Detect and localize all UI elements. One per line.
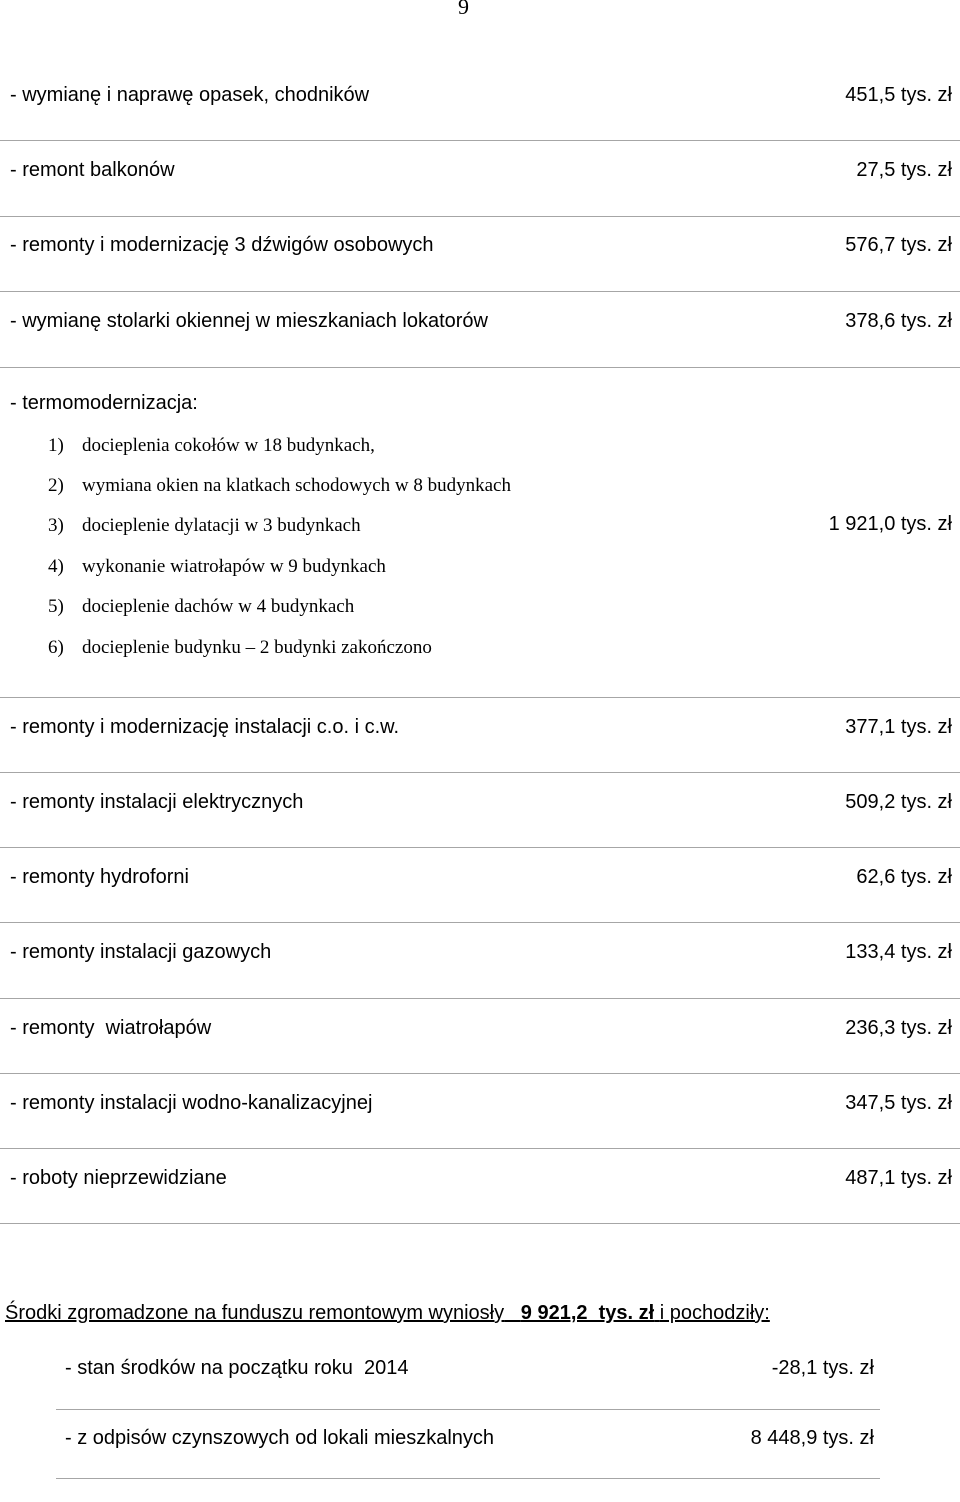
divider	[0, 1073, 960, 1074]
item-label: - wymianę i naprawę opasek, chodników	[10, 84, 370, 106]
list-item	[0, 716, 960, 791]
source-amount: 8 448,9 tys. zł	[750, 1427, 874, 1449]
divider	[0, 847, 960, 848]
thermo-subitem: 3) docieplenie dylatacji w 3 budynkach	[48, 515, 361, 536]
thermo-subitem: 1) docieplenia cokołów w 18 budynkach,	[48, 435, 375, 456]
list-item	[0, 791, 960, 866]
source-amount: -28,1 tys. zł	[771, 1357, 874, 1379]
item-label: - remonty i modernizację 3 dźwigów osobowych	[10, 234, 434, 256]
thermo-subitem: 6) docieplenie budynku – 2 budynki zakończono	[48, 637, 432, 658]
divider	[0, 998, 960, 999]
list-item	[0, 310, 960, 385]
item-label: - remonty instalacji gazowych	[10, 941, 272, 963]
thermo-amount: 1 921,0 tys. zł	[828, 513, 952, 535]
list-item	[0, 1167, 960, 1242]
page-number: 9	[458, 0, 469, 19]
item-amount: 378,6 tys. zł	[845, 310, 952, 332]
divider	[56, 1409, 880, 1410]
list-item	[0, 234, 960, 309]
item-label: - remonty wiatrołapów	[10, 1017, 212, 1039]
thermo-subitem: 4) wykonanie wiatrołapów w 9 budynkach	[48, 556, 386, 577]
summary-total: 9 921,2 tys. zł	[520, 1302, 655, 1324]
divider	[0, 216, 960, 217]
summary-prefix: Środki zgromadzone na funduszu remontowym wyniosły	[5, 1302, 505, 1324]
divider	[0, 140, 960, 141]
list-item	[0, 159, 960, 234]
divider	[56, 1478, 880, 1479]
source-item	[0, 1427, 960, 1502]
divider	[0, 772, 960, 773]
divider	[0, 291, 960, 292]
divider	[0, 697, 960, 698]
item-label: - remonty instalacji elektrycznych	[10, 791, 304, 813]
item-label: - wymianę stolarki okiennej w mieszkaniach lokatorów	[10, 310, 488, 332]
item-amount: 451,5 tys. zł	[845, 84, 952, 106]
item-label: - remonty instalacji wodno-kanalizacyjnej	[10, 1092, 373, 1114]
divider	[0, 367, 960, 368]
item-amount: 576,7 tys. zł	[845, 234, 952, 256]
list-item	[0, 1092, 960, 1167]
source-label: - stan środków na początku roku 2014	[65, 1357, 409, 1379]
item-label: - roboty nieprzewidziane	[10, 1167, 227, 1189]
summary-line	[5, 1302, 770, 1325]
divider	[0, 1223, 960, 1224]
list-item	[0, 941, 960, 1016]
item-amount: 509,2 tys. zł	[845, 791, 952, 813]
item-amount: 133,4 tys. zł	[845, 941, 952, 963]
source-item	[0, 1357, 960, 1432]
list-item	[0, 1017, 960, 1092]
source-label: - z odpisów czynszowych od lokali mieszkalnych	[65, 1427, 495, 1449]
item-amount: 377,1 tys. zł	[845, 716, 952, 738]
thermo-subitem: 2) wymiana okien na klatkach schodowych w 8 budynkach	[48, 475, 511, 496]
item-label: - remont balkonów	[10, 159, 175, 181]
list-item	[0, 84, 960, 159]
item-amount: 347,5 tys. zł	[845, 1092, 952, 1114]
list-item	[0, 866, 960, 941]
item-amount: 487,1 tys. zł	[845, 1167, 952, 1189]
item-label: - remonty i modernizację instalacji c.o. i c.w.	[10, 716, 400, 738]
item-amount: 236,3 tys. zł	[845, 1017, 952, 1039]
divider	[0, 922, 960, 923]
thermo-label: - termomodernizacja:	[10, 392, 198, 414]
item-amount: 27,5 tys. zł	[856, 159, 952, 181]
divider	[0, 1148, 960, 1149]
summary-suffix: i pochodziły:	[659, 1302, 770, 1324]
item-amount: 62,6 tys. zł	[856, 866, 952, 888]
thermo-subitem: 5) docieplenie dachów w 4 budynkach	[48, 596, 355, 617]
item-label: - remonty hydroforni	[10, 866, 189, 888]
